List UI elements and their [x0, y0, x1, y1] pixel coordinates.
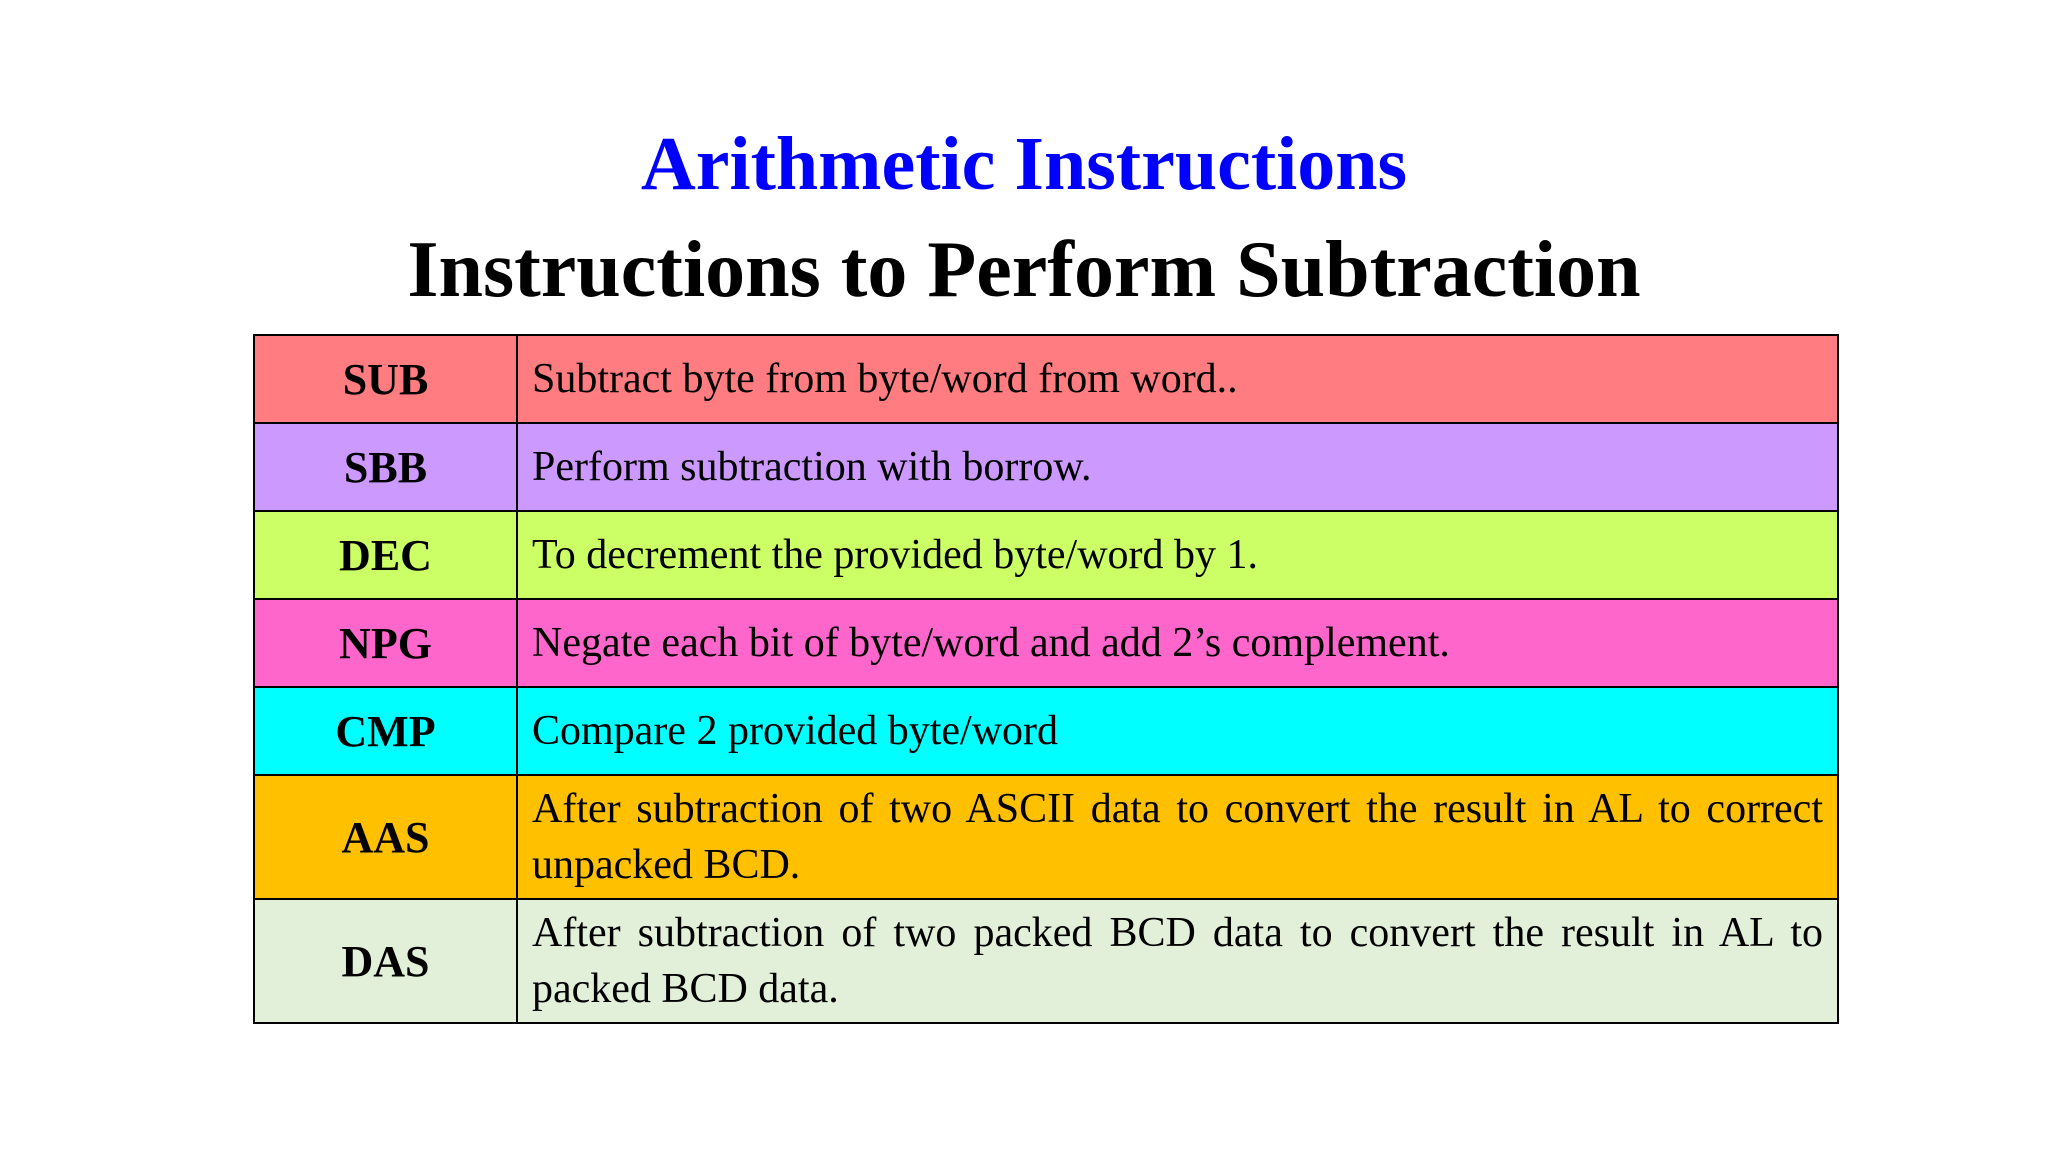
- mnemonic-cell: DAS: [254, 899, 517, 1023]
- mnemonic-cell: SBB: [254, 423, 517, 511]
- instruction-table: [253, 334, 1839, 1024]
- mnemonic-cell: CMP: [254, 687, 517, 775]
- mnemonic-cell: SUB: [254, 335, 517, 423]
- description-cell: Perform subtraction with borrow.: [517, 423, 1838, 511]
- mnemonic-cell: NPG: [254, 599, 517, 687]
- table-row: [254, 775, 1838, 899]
- description-cell: After subtraction of two ASCII data to convert the result in AL to correct unpacked BCD.: [517, 775, 1838, 899]
- table-row: [254, 899, 1838, 1023]
- description-cell: Negate each bit of byte/word and add 2’s complement.: [517, 599, 1838, 687]
- description-cell: After subtraction of two packed BCD data to convert the result in AL to packed BCD data.: [517, 899, 1838, 1023]
- description-cell: To decrement the provided byte/word by 1.: [517, 511, 1838, 599]
- table-row: [254, 687, 1838, 775]
- table-row: [254, 599, 1838, 687]
- table-row: [254, 423, 1838, 511]
- slide-subtitle: Instructions to Perform Subtraction: [407, 226, 1641, 314]
- slide-title: Arithmetic Instructions: [640, 122, 1408, 206]
- description-cell: Compare 2 provided byte/word: [517, 687, 1838, 775]
- table-row: [254, 511, 1838, 599]
- description-cell: Subtract byte from byte/word from word..: [517, 335, 1838, 423]
- mnemonic-cell: DEC: [254, 511, 517, 599]
- table-row: [254, 335, 1838, 423]
- mnemonic-cell: AAS: [254, 775, 517, 899]
